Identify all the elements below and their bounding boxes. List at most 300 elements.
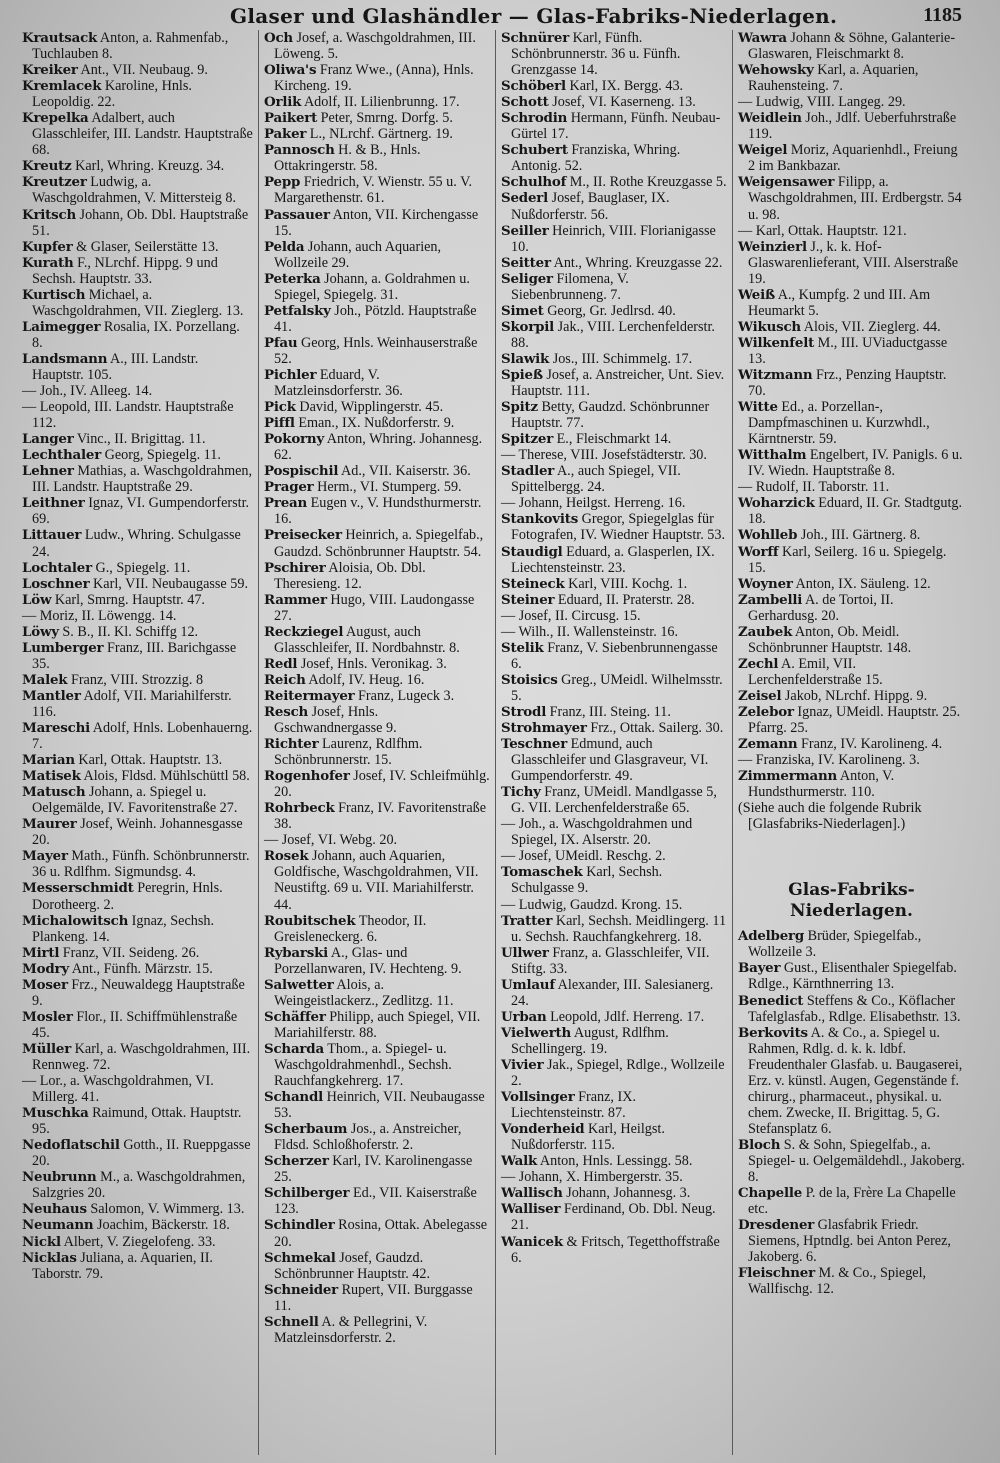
entry-surname: Bayer: [738, 960, 781, 977]
entry-details: Karl, Whring. Kreuzg. 34.: [75, 158, 225, 175]
directory-entry: [501, 1009, 727, 1025]
entry-details: Franz, IV. Karolineng. 4.: [800, 736, 943, 753]
entry-details: — Johann, Heilgst. Herreng. 16.: [501, 495, 686, 512]
entry-surname: Rosek: [264, 848, 309, 865]
entry-details: Friedrich, V. Wienstr. 55 u. V. Margarethenstr. 61.: [274, 174, 473, 207]
entry-surname: Weidlein: [738, 110, 802, 127]
entry-details: Johann, Johannesg. 3.: [566, 1185, 691, 1202]
directory-entry: [501, 720, 727, 736]
entry-details: Ferdinand, Ob. Dbl. Neug. 21.: [511, 1201, 716, 1234]
directory-entry: [501, 351, 727, 367]
entry-surname: Zimmermann: [738, 768, 838, 785]
directory-entry: [501, 1121, 727, 1153]
entry-details: Josef, Bauglaser, IX. Nußdorferstr. 56.: [511, 190, 670, 223]
directory-entry: [22, 239, 253, 255]
entry-surname: Bloch: [738, 1136, 781, 1153]
directory-entry: [264, 62, 490, 94]
entry-details: Theodor, II. Greisleneckerg. 6.: [274, 912, 427, 945]
entry-surname: Salwetter: [264, 976, 334, 993]
directory-entry: [501, 174, 727, 190]
directory-entry: [264, 1250, 490, 1282]
directory-entry: [501, 447, 727, 463]
entry-details: Karl, VIII. Kochg. 1.: [568, 575, 688, 592]
entry-details: Eugen v., V. Hundsthurmerstr. 16.: [274, 495, 482, 528]
entry-details: Georg, Spiegelg. 11.: [104, 447, 221, 464]
entry-surname: Stadler: [501, 463, 555, 480]
entry-details: Jos., III. Schimmelg. 17.: [552, 350, 693, 367]
directory-entry: [22, 1250, 253, 1282]
directory-entry: [738, 319, 965, 335]
directory-entry: [501, 271, 727, 303]
entry-details: Joh., III. Gärtnerg. 8.: [800, 527, 921, 544]
entry-details: Ignaz, VI. Gumpendorferstr. 69.: [32, 495, 250, 528]
entry-surname: Littauer: [22, 527, 82, 544]
directory-entry: [738, 768, 965, 800]
entry-details: Heinrich, VII. Neubaugasse 53.: [274, 1089, 485, 1122]
entry-surname: Pannosch: [264, 142, 335, 159]
entry-surname: Tratter: [501, 912, 553, 929]
entry-details: Karl, a. Waschgoldrahmen, III. Rennweg. 72.: [32, 1040, 251, 1073]
directory-entry: [501, 30, 727, 78]
entry-details: Albert, V. Ziegelofeng. 33.: [63, 1233, 216, 1250]
entry-surname: Pelda: [264, 238, 305, 255]
entry-surname: Schindler: [264, 1217, 335, 1234]
directory-entry: [264, 367, 490, 399]
entry-details: Laurenz, Rdlfhm. Schönbrunnerstr. 15.: [274, 736, 423, 769]
entry-details: — Ludwig, VIII. Langeg. 29.: [738, 94, 906, 111]
entry-details: & Glaser, Seilerstätte 13.: [76, 238, 219, 255]
entry-surname: Paikert: [264, 110, 318, 127]
entry-details: Ludw., Whring. Schulgasse 24.: [32, 527, 241, 560]
entry-surname: Schöberl: [501, 78, 566, 95]
entry-surname: Krautsack: [22, 30, 98, 46]
entry-details: Ludwig, a. Waschgoldrahmen, V. Mittersteig 8.: [32, 174, 237, 207]
entry-details: Adolf, IV. Heug. 16.: [308, 671, 425, 688]
entry-details: Franz, V. Siebenbrunnengasse 6.: [511, 639, 718, 672]
entry-details: David, Wipplingerstr. 45.: [299, 399, 444, 416]
entry-surname: Zelebor: [738, 703, 794, 720]
entry-surname: Skorpil: [501, 318, 555, 335]
entry-surname: Wohlleb: [738, 527, 798, 544]
entry-details: A., Glas- und Porzellanwaren, IV. Hechteng. 9.: [274, 944, 462, 977]
directory-entry: [22, 640, 253, 672]
entry-surname: Scharda: [264, 1040, 324, 1057]
entry-details: Peter, Smrng. Dorfg. 5.: [320, 110, 453, 127]
entry-details: Betty, Gaudzd. Schönbrunner Hauptstr. 77.: [511, 399, 710, 432]
column-1: [22, 30, 259, 1455]
directory-entry: [22, 1041, 253, 1073]
entry-details: Johann, a. Spiegel u. Oelgemälde, IV. Favoritenstraße 27.: [32, 784, 238, 817]
entry-surname: Pepp: [264, 174, 301, 191]
entry-details: Frz., Neuwaldegg Hauptstraße 9.: [32, 976, 245, 1009]
entry-details: — Wilh., II. Wallensteinstr. 16.: [501, 623, 679, 640]
entry-surname: Petfalsky: [264, 302, 331, 319]
directory-entry: [22, 768, 253, 784]
directory-entry: [738, 239, 965, 287]
entry-details: Ant., VII. Neubaug. 9.: [80, 62, 208, 79]
entry-details: August, auch Glasschleifer, II. Nordbahnstr. 8.: [274, 623, 460, 656]
directory-entry: [22, 592, 253, 608]
entry-details: Anton, VII. Kirchengasse 15.: [274, 206, 479, 239]
entry-surname: Wawra: [738, 30, 787, 46]
directory-entry: [501, 640, 727, 672]
directory-entry: [264, 303, 490, 335]
entry-surname: Tichy: [501, 784, 541, 801]
entry-surname: Rybarski: [264, 944, 329, 961]
entry-details: S. B., II. Kl. Schiffg 12.: [62, 623, 199, 640]
entry-surname: Slawik: [501, 350, 550, 367]
directory-entry: [738, 704, 965, 736]
directory-entry: [264, 142, 490, 174]
entry-surname: Zambelli: [738, 591, 803, 608]
entry-details: Eman., IX. Nußdorferstr. 9.: [298, 415, 455, 432]
directory-entry: [264, 592, 490, 624]
entry-surname: Paker: [264, 126, 307, 143]
entry-details: Raimund, Ottak. Hauptstr. 95.: [32, 1105, 242, 1138]
entry-surname: Mirtl: [22, 944, 60, 961]
entry-surname: Michalowitsch: [22, 912, 129, 929]
directory-entry: [501, 223, 727, 255]
entry-details: Joh., Jdlf. Ueberfuhrstraße 119.: [748, 110, 957, 143]
entry-details: Hugo, VIII. Laudongasse 27.: [274, 591, 475, 624]
entry-surname: Prean: [264, 495, 308, 512]
directory-entry: [264, 704, 490, 736]
entry-details: Michael, a. Waschgoldrahmen, VII. Zieglerg. 13.: [32, 286, 244, 319]
entry-surname: Strohmayer: [501, 720, 587, 737]
entry-surname: Scherzer: [264, 1153, 329, 1170]
directory-entry: [22, 30, 253, 62]
entry-details: Adolf, VII. Mariahilferstr. 116.: [32, 687, 232, 720]
entry-details: A. de Tortoi, II. Gerhardusg. 20.: [748, 591, 894, 624]
entry-details: Jak., Spiegel, Rdlge., Wollzeile 2.: [511, 1057, 725, 1090]
entry-surname: Pokorny: [264, 431, 325, 448]
directory-entry: [501, 592, 727, 608]
entry-surname: Wanicek: [501, 1233, 563, 1250]
entry-surname: Witte: [738, 399, 778, 416]
entry-surname: Löwy: [22, 623, 59, 640]
entry-details: Filipp, a. Waschgoldrahmen, III. Erdbergstr. 54 u. 98.: [748, 174, 962, 223]
entry-details: Peregrin, Hnls. Dorotheerg. 2.: [32, 880, 223, 913]
entry-surname: Kurath: [22, 254, 74, 271]
directory-entry: [264, 688, 490, 704]
directory-entry: [22, 287, 253, 319]
entry-details: Karl, Fünfh. Schönbrunnerstr. 36 u. Fünfh. Grenzgasse 14.: [511, 30, 681, 79]
directory-entry: [22, 495, 253, 527]
entry-details: P. de la, Frère La Chapelle etc.: [748, 1185, 956, 1218]
entry-surname: Passauer: [264, 206, 330, 223]
entry-details: F., NLrchf. Hippg. 9 und Sechsh. Hauptstr. 33.: [32, 254, 218, 287]
directory-entry: [264, 271, 490, 303]
entry-details: Franz, III. Barichgasse 35.: [32, 639, 237, 672]
directory-entry: [501, 399, 727, 431]
entry-surname: Kupfer: [22, 238, 73, 255]
directory-entry: [22, 447, 253, 463]
entry-details: & Fritsch, Tegetthoffstraße 6.: [511, 1233, 720, 1266]
directory-entry: [501, 110, 727, 142]
entry-details: Ed., a. Porzellan-, Dampfmaschinen u. Kurzwhdl., Kärntnerstr. 59.: [748, 399, 930, 448]
directory-entry: [738, 688, 965, 704]
directory-entry: [501, 511, 727, 543]
entry-details: Anton, V. Hundsthurmerstr. 110.: [748, 768, 895, 801]
entry-surname: Schilberger: [264, 1185, 350, 1202]
entry-details: A., auch Spiegel, VII. Spittelbergg. 24.: [511, 463, 681, 496]
directory-entry: [264, 110, 490, 126]
directory-entry: [22, 399, 253, 431]
entry-details: Gotth., II. Rueppgasse 20.: [32, 1137, 251, 1170]
directory-entry: [738, 928, 965, 960]
entry-surname: Lehner: [22, 463, 74, 480]
directory-entry: [738, 335, 965, 367]
entry-details: A. & Pellegrini, V. Matzleinsdorferstr. 2.: [274, 1313, 428, 1346]
entry-details: L., NLrchf. Gärtnerg. 19.: [309, 126, 453, 143]
directory-entry: [22, 383, 253, 399]
entry-surname: Messerschmidt: [22, 880, 134, 897]
entry-details: Franz, IV. Favoritenstraße 38.: [274, 800, 487, 833]
entry-details: Karl, a. Aquarien, Rauhensteing. 7.: [748, 62, 919, 95]
entry-details: S. & Sohn, Spiegelfab., a. Spiegel- u. Oelgemäldehdl., Jakoberg. 8.: [748, 1136, 965, 1186]
entry-surname: Zechl: [738, 655, 779, 672]
directory-entry: [264, 174, 490, 206]
column-3: [496, 30, 733, 1455]
entry-surname: Schulhof: [501, 174, 567, 191]
directory-entry: [738, 287, 965, 319]
entry-surname: Simet: [501, 302, 544, 319]
directory-entry: [22, 351, 253, 383]
entry-details: Greg., UMeidl. Wilhelmsstr. 5.: [511, 671, 723, 704]
directory-entry: [501, 544, 727, 576]
entry-surname: Kreutzer: [22, 174, 87, 191]
directory-entry: [264, 495, 490, 527]
entry-details: — Johann, X. Himbergerstr. 35.: [501, 1169, 683, 1186]
entry-surname: Rammer: [264, 591, 327, 608]
directory-entry: [501, 704, 727, 720]
entry-surname: Maurer: [22, 816, 77, 833]
directory-entry: [264, 1153, 490, 1185]
entry-details: Alois, VII. Zieglerg. 44.: [803, 318, 941, 335]
entry-surname: Pfau: [264, 334, 298, 351]
entry-details: — Leopold, III. Landstr. Hauptstraße 112.: [22, 399, 234, 432]
entry-surname: Vielwerth: [501, 1024, 572, 1041]
entry-details: Ant., Fünfh. Märzstr. 15.: [71, 960, 213, 977]
entry-surname: Kreiker: [22, 62, 78, 79]
directory-entry: [264, 415, 490, 431]
directory-entry: [264, 1121, 490, 1153]
entry-surname: Muschka: [22, 1105, 89, 1122]
entry-surname: Nicklas: [22, 1249, 77, 1266]
entry-details: Eduard, II. Gr. Stadtgutg. 18.: [748, 495, 963, 528]
entry-surname: Pospischil: [264, 463, 339, 480]
entry-surname: Weigensawer: [738, 174, 835, 191]
entry-surname: Weigel: [738, 142, 788, 159]
entry-details: Frz., Penzing Hauptstr. 70.: [748, 366, 947, 400]
directory-entry: [738, 1217, 965, 1265]
entry-details: Franz Wwe., (Anna), Hnls. Kircheng. 19.: [274, 62, 474, 95]
page-header: [0, 0, 1000, 30]
entry-surname: Vollsinger: [501, 1089, 575, 1106]
directory-entry: [264, 736, 490, 768]
entry-surname: Steiner: [501, 591, 555, 608]
entry-details: Rupert, VII. Burggasse 11.: [274, 1281, 473, 1314]
directory-entry: [501, 495, 727, 511]
directory-entry: [22, 913, 253, 945]
entry-details: Josef, VI. Kaserneng. 13.: [552, 94, 696, 111]
entry-details: Josef, Weinh. Johannesgasse 20.: [32, 816, 243, 849]
entry-surname: Walk: [501, 1153, 538, 1170]
entry-details: Johann, a. Goldrahmen u. Spiegel, Spiegelg. 31.: [274, 270, 470, 303]
entry-details: Engelbert, IV. Panigls. 6 u. IV. Wiedn. Hauptstraße 8.: [748, 447, 963, 480]
entry-surname: Piffl: [264, 415, 295, 432]
section-heading: Glas-Fabriks-Niederlagen.: [788, 880, 915, 922]
entry-surname: Modry: [22, 960, 69, 977]
entry-details: Frz., Ottak. Sailerg. 30.: [590, 720, 724, 737]
entry-details: Karl, Smrng. Hauptstr. 47.: [54, 591, 205, 608]
entry-details: Rosalia, IX. Porzellang. 8.: [32, 318, 240, 351]
entry-details: Franz, IX. Liechtensteinstr. 87.: [511, 1089, 637, 1122]
entry-details: Josef, a. Waschgoldrahmen, III. Löweng. 5.: [274, 30, 476, 63]
entry-surname: Oliwa's: [264, 62, 317, 79]
entry-details: Rosina, Ottak. Abelegasse 20.: [274, 1217, 488, 1250]
directory-entry: [264, 126, 490, 142]
page-number: 1185: [923, 4, 962, 26]
entry-details: Philipp, auch Spiegel, VII. Mariahilferstr. 88.: [274, 1008, 481, 1041]
entry-details: Josef, a. Anstreicher, Unt. Siev. Hauptstr. 111.: [511, 366, 725, 400]
entry-details: Karl, Seilerg. 16 u. Spiegelg. 15.: [748, 543, 947, 576]
entry-details: Johann & Söhne, Galanterie-Glaswaren, Fleischmarkt 8.: [748, 30, 956, 63]
entry-surname: Schäffer: [264, 1008, 326, 1025]
column-4: [733, 30, 970, 1455]
directory-entry: [22, 527, 253, 559]
entry-surname: Lochtaler: [22, 559, 92, 576]
directory-entry: [501, 816, 727, 848]
entry-details: G., Spiegelg. 11.: [95, 559, 191, 576]
directory-entry: [501, 1153, 727, 1169]
directory-entry: [22, 174, 253, 206]
entry-surname: Orlik: [264, 94, 302, 111]
entry-surname: Wallisch: [501, 1185, 563, 1202]
entry-details: Jak., VIII. Lerchenfelderstr. 88.: [511, 318, 715, 351]
entry-surname: Woharzick: [738, 495, 815, 512]
directory-entry: [22, 431, 253, 447]
entry-details: Georg, Hnls. Weinhauserstraße 52.: [274, 334, 478, 367]
entry-surname: Prager: [264, 479, 314, 496]
directory-entry: [264, 977, 490, 1009]
directory-entry: [501, 190, 727, 222]
entry-details: Karl, VII. Neubaugasse 59.: [93, 575, 249, 592]
entry-details: Karl, IV. Karolinengasse 25.: [274, 1153, 473, 1186]
directory-entry: [501, 624, 727, 640]
directory-entry: [22, 977, 253, 1009]
directory-entry: [264, 335, 490, 367]
directory-entry: [738, 993, 965, 1025]
entry-surname: Fleischner: [738, 1265, 815, 1282]
entry-details: Moriz, Aquarienhdl., Freiung 2 im Bankbazar.: [748, 142, 958, 175]
directory-entry: [738, 367, 965, 399]
entry-surname: Rogenhofer: [264, 768, 350, 785]
directory-entry: [264, 207, 490, 239]
directory-entry: [264, 1185, 490, 1217]
entry-details: M., a. Waschgoldrahmen, Salzgries 20.: [32, 1169, 246, 1202]
entry-surname: Schrodin: [501, 110, 568, 127]
entry-details: Anton, IX. Säuleng. 12.: [795, 575, 931, 592]
entry-details: Salomon, V. Wimmerg. 13.: [90, 1201, 245, 1218]
entry-details: Josef, Gaudzd. Schönbrunner Hauptstr. 42.: [274, 1249, 431, 1282]
directory-entry: [264, 1041, 490, 1089]
entry-details: Georg, Gr. Jedlrsd. 40.: [547, 302, 676, 319]
entry-details: E., Fleischmarkt 14.: [556, 431, 672, 448]
directory-entry: [264, 431, 490, 463]
entry-surname: Woyner: [738, 575, 793, 592]
entry-surname: Reitermayer: [264, 687, 355, 704]
entry-details: A. & Co., a. Spiegel u. Rahmen, Rdlg. d. k. k. ldbf. Freudenthaler Glasfab. u. Baugaserei, Erz. v. künstl. Augen, Gegenstände f. chirurg., pharmaceut., physikal. u. chem. Zwecke, II. Brigittag. 5, G. Stefansplatz 6.: [748, 1024, 963, 1137]
directory-entry: [501, 1057, 727, 1089]
entry-details: Anton, Whring. Johannesg. 62.: [274, 431, 483, 464]
entry-details: Edmund, auch Glasschleifer und Glasgraveur, VI. Gumpendorferstr. 49.: [511, 736, 709, 785]
entry-surname: Schnell: [264, 1313, 319, 1330]
directory-entry: [738, 736, 965, 752]
directory-entry: [264, 463, 490, 479]
directory-entry: [22, 255, 253, 287]
entry-surname: Müller: [22, 1040, 72, 1057]
entry-details: H. & B., Hnls. Ottakringerstr. 58.: [274, 142, 421, 175]
directory-entry: [501, 672, 727, 704]
entry-details: Heinrich, VIII. Florianigasse 10.: [511, 222, 716, 255]
entry-details: Adalbert, auch Glasschleifer, III. Landstr. Hauptstraße 68.: [32, 110, 253, 159]
entry-details: Josef, Hnls. Gschwandnergasse 9.: [274, 703, 397, 737]
entry-surname: Reckziegel: [264, 623, 344, 640]
entry-surname: Mayer: [22, 848, 68, 865]
entry-surname: Zeisel: [738, 687, 782, 704]
entry-surname: Mantler: [22, 687, 81, 704]
entry-details: M., III. UViaductgasse 13.: [748, 334, 948, 367]
entry-surname: Staudigl: [501, 543, 563, 560]
entry-details: Josef, IV. Schleifmühlg. 20.: [274, 768, 490, 801]
entry-surname: Langer: [22, 431, 74, 448]
entry-surname: Spieß: [501, 366, 543, 383]
entry-surname: Neumann: [22, 1217, 94, 1234]
entry-details: Gregor, Spiegelglas für Fotografen, IV. Wiedner Hauptstr. 53.: [511, 511, 726, 544]
entry-surname: Matisek: [22, 768, 81, 785]
entry-details: M., II. Rothe Kreuzgasse 5.: [569, 174, 727, 191]
directory-entry: [738, 110, 965, 142]
entry-surname: Pichler: [264, 366, 317, 383]
directory-entry: [738, 752, 965, 768]
entry-details: Brüder, Spiegelfab., Wollzeile 3.: [748, 928, 922, 961]
directory-entry: [738, 62, 965, 94]
entry-surname: Reich: [264, 671, 306, 688]
directory-entry: [22, 463, 253, 495]
directory-entry: [264, 479, 490, 495]
entry-surname: Peterka: [264, 270, 321, 287]
directory-entry: [22, 576, 253, 592]
entry-surname: Lumberger: [22, 639, 104, 656]
entry-details: (Siehe auch die folgende Rubrik [Glasfabriks-Niederlagen].): [738, 800, 922, 833]
directory-entry: [738, 30, 965, 62]
directory-entry: [22, 1234, 253, 1250]
entry-surname: Zaubek: [738, 623, 793, 640]
directory-entry: [738, 495, 965, 527]
entry-details: Franz, III. Steing. 11.: [549, 703, 671, 720]
directory-entry: [501, 736, 727, 784]
entry-details: Karl, Ottak. Hauptstr. 13.: [78, 752, 223, 769]
directory-entry: [501, 1089, 727, 1121]
directory-entry: [738, 174, 965, 222]
entry-surname: Witzmann: [738, 366, 813, 383]
entry-details: Eduard, a. Glasperlen, IX. Liechtensteinstr. 23.: [511, 543, 715, 576]
entry-surname: Zemann: [738, 736, 798, 753]
directory-entry: [22, 672, 253, 688]
entry-details: — Lor., a. Waschgoldrahmen, VI. Millerg. 41.: [22, 1073, 214, 1106]
entry-surname: Moser: [22, 976, 68, 993]
